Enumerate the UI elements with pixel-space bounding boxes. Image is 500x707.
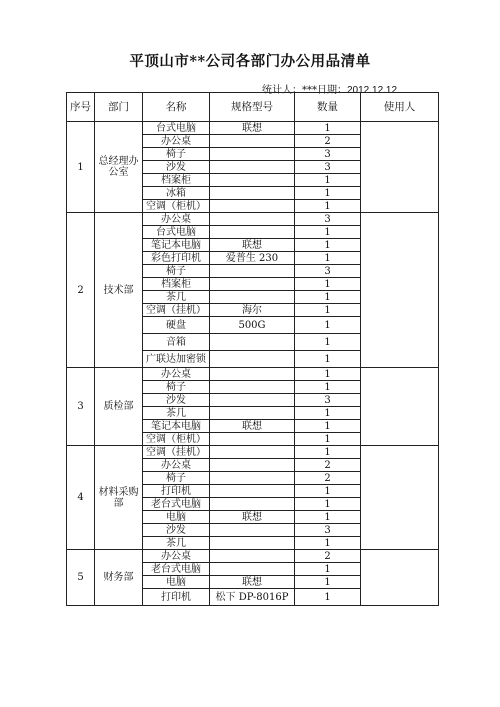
item-spec: 松下 DP-8016P: [210, 589, 295, 606]
item-name: 台式电脑: [143, 226, 210, 239]
item-spec: [210, 563, 295, 576]
item-qty: 2: [295, 459, 361, 472]
item-name: 沙发: [143, 394, 210, 407]
item-spec: [210, 226, 295, 239]
item-spec: [210, 498, 295, 511]
item-spec: [210, 368, 295, 381]
item-qty: 1: [295, 200, 361, 213]
stats-label: 统计人：***日期：: [262, 85, 347, 96]
item-name: 空调（柜机）: [143, 200, 210, 213]
item-qty: 1: [295, 368, 361, 381]
item-name: 办公桌: [143, 550, 210, 563]
item-name: 空调（挂机）: [143, 446, 210, 459]
item-spec: [210, 265, 295, 278]
group-user: [361, 122, 439, 213]
item-qty: 1: [295, 407, 361, 420]
header-name: 名称: [143, 93, 210, 122]
item-name: 彩色打印机: [143, 252, 210, 265]
item-spec: [210, 187, 295, 200]
item-spec: [210, 472, 295, 485]
header-row: [67, 93, 439, 122]
item-name: 茶几: [143, 537, 210, 550]
item-name: 办公桌: [143, 368, 210, 381]
item-qty: 1: [295, 433, 361, 446]
item-name: 办公桌: [143, 459, 210, 472]
group-number: 1: [67, 122, 95, 213]
group-number: 5: [67, 550, 95, 606]
item-spec: [210, 550, 295, 563]
item-name: 空调（挂机）: [143, 304, 210, 317]
item-qty: 2: [295, 550, 361, 563]
item-name: 打印机: [143, 485, 210, 498]
item-name: 档案柜: [143, 278, 210, 291]
item-spec: [210, 394, 295, 407]
item-qty: 3: [295, 524, 361, 537]
group-department: 材料采购部: [95, 446, 143, 550]
item-spec: [210, 135, 295, 148]
item-name: 办公桌: [143, 213, 210, 226]
item-qty: 1: [295, 381, 361, 394]
item-qty: 3: [295, 213, 361, 226]
item-name: 档案柜: [143, 174, 210, 187]
group-number: 4: [67, 446, 95, 550]
item-qty: 1: [295, 334, 361, 351]
item-qty: 1: [295, 446, 361, 459]
table-row: [67, 122, 439, 135]
item-qty: 1: [295, 239, 361, 252]
item-spec: [210, 524, 295, 537]
item-name: 笔记本电脑: [143, 420, 210, 433]
group-user: [361, 368, 439, 446]
item-spec: [210, 537, 295, 550]
item-qty: 1: [295, 278, 361, 291]
supplies-table: [66, 92, 439, 606]
item-spec: 联想: [210, 122, 295, 135]
group-user: [361, 213, 439, 368]
item-name: 台式电脑: [143, 122, 210, 135]
header-qty: 数量: [295, 93, 361, 122]
group-department: 财务部: [95, 550, 143, 606]
item-qty: 1: [295, 252, 361, 265]
item-spec: [210, 334, 295, 351]
item-spec: [210, 148, 295, 161]
header-spec: 规格型号: [210, 93, 295, 122]
group-department: 技术部: [95, 213, 143, 368]
item-name: 电脑: [143, 511, 210, 524]
table-row: [67, 213, 439, 226]
header-no: 序号: [67, 93, 95, 122]
item-qty: 2: [295, 135, 361, 148]
item-qty: 1: [295, 498, 361, 511]
item-qty: 3: [295, 265, 361, 278]
item-name: 笔记本电脑: [143, 239, 210, 252]
item-spec: [210, 161, 295, 174]
item-qty: 1: [295, 291, 361, 304]
item-spec: [210, 381, 295, 394]
item-qty: 1: [295, 511, 361, 524]
item-qty: 3: [295, 161, 361, 174]
header-user: 使用人: [361, 93, 439, 122]
item-name: 椅子: [143, 265, 210, 278]
item-spec: [210, 174, 295, 187]
item-qty: 1: [295, 174, 361, 187]
header-dept: 部门: [95, 93, 143, 122]
item-spec: 500G: [210, 317, 295, 334]
item-name: 广联达加密锁: [143, 351, 210, 368]
item-spec: [210, 433, 295, 446]
group-user: [361, 446, 439, 550]
item-qty: 3: [295, 394, 361, 407]
item-qty: 1: [295, 304, 361, 317]
item-name: 硬盘: [143, 317, 210, 334]
item-name: 椅子: [143, 381, 210, 394]
item-spec: [210, 213, 295, 226]
item-name: 茶几: [143, 291, 210, 304]
item-spec: 海尔: [210, 304, 295, 317]
item-spec: 联想: [210, 420, 295, 433]
item-name: 茶几: [143, 407, 210, 420]
item-spec: [210, 459, 295, 472]
item-spec: [210, 485, 295, 498]
item-name: 办公桌: [143, 135, 210, 148]
item-qty: 1: [295, 420, 361, 433]
item-spec: [210, 200, 295, 213]
table-row: [67, 446, 439, 459]
item-name: 椅子: [143, 472, 210, 485]
item-spec: [210, 351, 295, 368]
group-user: [361, 550, 439, 606]
item-qty: 1: [295, 485, 361, 498]
group-department: 总经理办公室: [95, 122, 143, 213]
item-qty: 1: [295, 226, 361, 239]
item-spec: 联想: [210, 576, 295, 589]
item-name: 老台式电脑: [143, 563, 210, 576]
document-title: 平顶山市**公司各部门办公用品清单: [129, 53, 371, 70]
item-qty: 1: [295, 589, 361, 606]
item-qty: 1: [295, 351, 361, 368]
table-body: [67, 122, 439, 606]
table-row: [67, 550, 439, 563]
item-name: 沙发: [143, 524, 210, 537]
item-qty: 1: [295, 563, 361, 576]
group-number: 3: [67, 368, 95, 446]
item-spec: [210, 291, 295, 304]
item-spec: 爱普生 230: [210, 252, 295, 265]
item-qty: 1: [295, 576, 361, 589]
item-name: 打印机: [143, 589, 210, 606]
table-row: [67, 368, 439, 381]
item-qty: 1: [295, 317, 361, 334]
item-spec: 联想: [210, 511, 295, 524]
item-name: 音箱: [143, 334, 210, 351]
item-name: 老台式电脑: [143, 498, 210, 511]
item-spec: [210, 446, 295, 459]
item-qty: 3: [295, 148, 361, 161]
item-name: 电脑: [143, 576, 210, 589]
item-spec: [210, 278, 295, 291]
item-spec: 联想: [210, 239, 295, 252]
item-name: 冰箱: [143, 187, 210, 200]
stats-date: 2012.12.12: [347, 85, 398, 96]
item-name: 空调（柜机）: [143, 433, 210, 446]
item-qty: 1: [295, 122, 361, 135]
group-number: 2: [67, 213, 95, 368]
item-qty: 1: [295, 537, 361, 550]
item-spec: [210, 407, 295, 420]
item-name: 椅子: [143, 148, 210, 161]
group-department: 质检部: [95, 368, 143, 446]
item-qty: 1: [295, 187, 361, 200]
item-name: 沙发: [143, 161, 210, 174]
item-qty: 2: [295, 472, 361, 485]
